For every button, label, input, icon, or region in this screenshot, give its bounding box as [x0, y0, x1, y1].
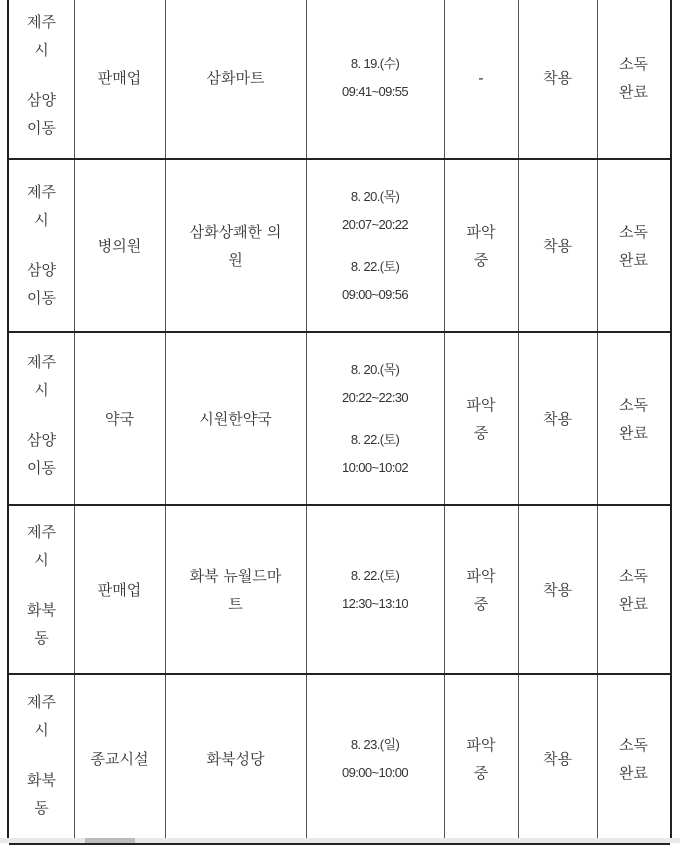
horizontal-scrollbar[interactable]: [0, 838, 680, 843]
table-row: [9, 675, 670, 845]
cell-line: 소독: [619, 566, 648, 585]
region-cell: [9, 675, 74, 843]
cell-line: 완료: [619, 83, 648, 101]
cell-line: 이동: [27, 289, 56, 307]
cell-line: 제주: [27, 693, 56, 711]
cell-line: 시: [34, 721, 49, 739]
cell-line: 화북: [27, 771, 56, 789]
cell-line: 제주: [27, 353, 56, 371]
visit-datetime-cell: [306, 675, 444, 843]
cell-line: 중: [473, 594, 489, 613]
mask-cell: [518, 333, 597, 504]
visit-time: 09:41~09:55: [341, 84, 409, 99]
table-row: [9, 160, 670, 333]
region-cell: [9, 333, 74, 504]
cell-line: 완료: [619, 250, 648, 269]
cell-line: 중: [473, 423, 489, 442]
cell-line: 파악: [466, 566, 496, 585]
cell-line: 파악: [466, 736, 496, 754]
disinfect-cell: [597, 675, 670, 843]
cell-line: -: [478, 69, 484, 87]
cell-line: 삼양: [27, 261, 56, 279]
mask-status: 착용: [543, 236, 572, 255]
cell-line: 소독: [619, 736, 648, 754]
cell-line: 삼양: [27, 91, 56, 109]
cell-line: 제주: [27, 13, 56, 31]
table-row: [9, 0, 670, 160]
cell-line: 트: [228, 594, 243, 613]
status-cell: [444, 160, 518, 331]
cell-line: 제주: [27, 523, 56, 541]
region-cell: [9, 0, 74, 158]
business-type: 약국: [105, 409, 134, 428]
visit-date: 8. 20.(목): [350, 361, 400, 377]
cell-line: 화북 뉴월드마: [189, 566, 282, 585]
mask-status: 착용: [543, 69, 572, 87]
status-cell: [444, 675, 518, 843]
scrollbar-thumb[interactable]: [85, 838, 135, 843]
cell-line: 시원한약국: [199, 409, 272, 428]
cell-line: 소독: [619, 55, 648, 73]
mask-cell: [518, 675, 597, 843]
business-type-cell: [74, 333, 165, 504]
exposure-location-table: [7, 0, 672, 841]
cell-line: 완료: [619, 423, 648, 442]
table-row: [9, 506, 670, 675]
cell-line: 시: [34, 551, 49, 569]
mask-status: 착용: [543, 580, 572, 599]
business-type-cell: [74, 0, 165, 158]
cell-line: 화북: [27, 601, 56, 619]
cell-line: 삼화상쾌한 의: [189, 222, 282, 241]
visit-time: 09:00~10:00: [341, 765, 409, 780]
status-cell: [444, 333, 518, 504]
cell-line: 파악: [466, 395, 496, 414]
cell-line: 동: [34, 629, 49, 647]
visit-datetime-cell: [306, 506, 444, 673]
visit-time: 20:07~20:22: [341, 216, 409, 232]
visit-date: 8. 22.(토): [350, 567, 400, 583]
business-name-cell: [165, 160, 306, 331]
region-cell: [9, 160, 74, 331]
disinfect-cell: [597, 0, 670, 158]
visit-date: 8. 20.(목): [350, 188, 400, 204]
business-type-cell: [74, 160, 165, 331]
mask-status: 착용: [543, 409, 572, 428]
cell-line: 원: [228, 250, 243, 269]
mask-cell: [518, 0, 597, 158]
region-cell: [9, 506, 74, 673]
visit-time: 12:30~13:10: [341, 595, 409, 611]
visit-time: 20:22~22:30: [341, 389, 409, 405]
business-name-cell: [165, 675, 306, 843]
business-type-cell: [74, 506, 165, 673]
cell-line: 완료: [619, 594, 648, 613]
business-name-cell: [165, 0, 306, 158]
business-type: 판매업: [97, 580, 142, 599]
disinfect-cell: [597, 506, 670, 673]
business-type: 병의원: [97, 236, 142, 255]
visit-date: 8. 22.(토): [350, 431, 400, 447]
cell-line: 시: [34, 381, 49, 399]
visit-date: 8. 23.(일): [350, 737, 400, 752]
visit-time: 10:00~10:02: [341, 459, 409, 475]
cell-line: 소독: [619, 395, 648, 414]
mask-status: 착용: [543, 750, 572, 768]
visit-datetime-cell: [306, 333, 444, 504]
status-cell: [444, 506, 518, 673]
business-name-cell: [165, 333, 306, 504]
visit-date: 8. 22.(토): [350, 258, 400, 274]
cell-line: 중: [473, 764, 489, 782]
business-type-cell: [74, 675, 165, 843]
disinfect-cell: [597, 160, 670, 331]
cell-line: 완료: [619, 764, 648, 782]
visit-datetime-cell: [306, 160, 444, 331]
business-type: 판매업: [97, 69, 142, 87]
cell-line: 화북성당: [206, 750, 265, 768]
business-name-cell: [165, 506, 306, 673]
status-cell: [444, 0, 518, 158]
cell-line: 시: [34, 41, 49, 59]
cell-line: 파악: [466, 222, 496, 241]
disinfect-cell: [597, 333, 670, 504]
cell-line: 소독: [619, 222, 648, 241]
table-row: [9, 333, 670, 506]
cell-line: 시: [34, 211, 49, 229]
cell-line: 이동: [27, 119, 56, 137]
mask-cell: [518, 506, 597, 673]
cell-line: 동: [34, 799, 49, 817]
business-type: 종교시설: [90, 750, 149, 768]
visit-time: 09:00~09:56: [341, 286, 409, 302]
visit-datetime-cell: [306, 0, 444, 158]
mask-cell: [518, 160, 597, 331]
visit-date: 8. 19.(수): [350, 56, 400, 71]
cell-line: 삼화마트: [206, 69, 265, 87]
cell-line: 이동: [27, 459, 56, 477]
cell-line: 삼양: [27, 431, 56, 449]
cell-line: 중: [473, 250, 489, 269]
cell-line: 제주: [27, 183, 56, 201]
